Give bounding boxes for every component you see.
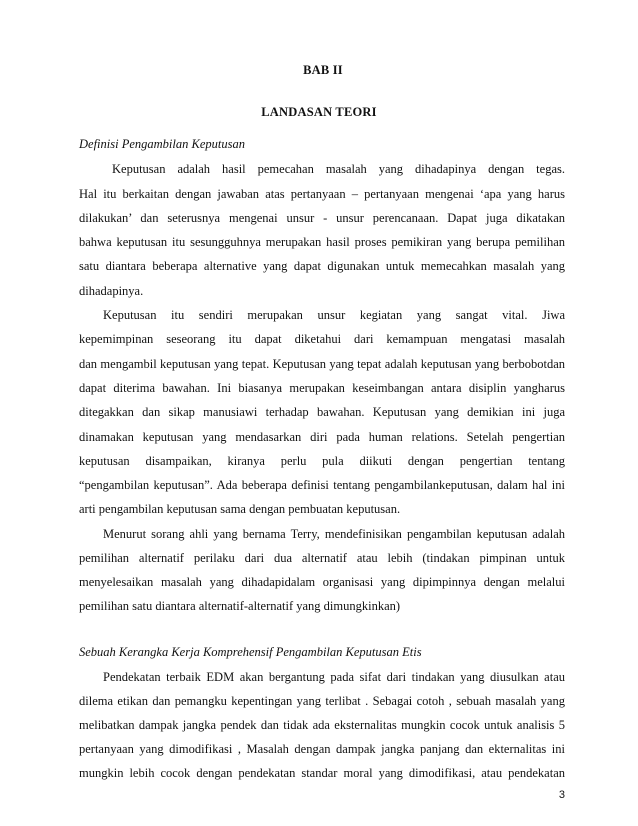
paragraph-line: dilema etikan dan pemangku kepentingan yang terlibat . Sebagai cotoh , sebuah masalah yang bbox=[79, 694, 565, 708]
paragraph-line: dapat diterima bawahan. Ini biasanya merupakan keseimbangan antara disiplin yangharus bbox=[79, 381, 565, 395]
paragraph-line: mungkin lebih cocok dengan pendekatan standar moral yang dimodifikasi, atau pendekatan bbox=[79, 766, 565, 780]
chapter-heading: BAB II bbox=[303, 63, 343, 77]
paragraph-line: Menurut sorang ahli yang bernama Terry, mendefinisikan pengambilan keputusan adalah bbox=[103, 527, 565, 541]
paragraph-line: kepemimpinan seseorang itu dapat diketahui dari kemampuan mengatasi masalah bbox=[79, 332, 565, 346]
paragraph-line: dan mengambil keputusan yang tepat. Keputusan yang tepat adalah keputusan yang berbobotdan bbox=[79, 357, 565, 371]
paragraph-line: “pengambilan keputusan”. Ada beberapa definisi tentang pengambilankeputusan, dalam hal ini bbox=[79, 478, 565, 492]
section-title-definisi: Definisi Pengambilan Keputusan bbox=[79, 137, 245, 151]
paragraph-line: Keputusan adalah hasil pemecahan masalah yang dihadapinya dengan tegas. bbox=[112, 162, 565, 176]
paragraph-line: keputusan disampaikan, kiranya perlu pula diikuti dengan pengertian tentang bbox=[79, 454, 565, 468]
page-number: 3 bbox=[558, 789, 565, 801]
paragraph-line: menyelesaikan masalah yang dihadapidalam organisasi yang dipimpinnya dengan melalui bbox=[79, 575, 565, 589]
paragraph-line: melibatkan dampak jangka pendek dan tidak ada eksternalitas mungkin cocok untuk analisis 5 bbox=[79, 718, 565, 732]
paragraph-line: bahwa keputusan itu sesungguhnya merupakan hasil proses pemikiran yang berupa pemilihan bbox=[79, 235, 565, 249]
paragraph-line: dilakukan’ dan seterusnya mengenai unsur - unsur perencanaan. Dapat juga dikatakan bbox=[79, 211, 565, 225]
paragraph-line: ditegakkan dan sikap manusiawi terhadap bawahan. Keputusan yang demikian ini juga bbox=[79, 405, 565, 419]
paragraph-line: pemilihan alternatif perilaku dari dua alternatif atau lebih (tindakan pimpinan untuk bbox=[79, 551, 565, 565]
paragraph-line: satu diantara beberapa alternative yang dapat digunakan untuk memecahkan masalah yang bbox=[79, 259, 565, 273]
paragraph-line: arti pengambilan keputusan sama dengan pembuatan keputusan. bbox=[79, 502, 401, 516]
section-title-kerangka: Sebuah Kerangka Kerja Komprehensif Pengambilan Keputusan Etis bbox=[79, 645, 422, 659]
paragraph-line: Hal itu berkaitan dengan jawaban atas pertanyaan – pertanyaan mengenai ‘apa yang harus bbox=[79, 187, 565, 201]
paragraph-line: Pendekatan terbaik EDM akan bergantung pada sifat dari tindakan yang diusulkan atau bbox=[103, 670, 565, 684]
paragraph-line: pemilihan satu diantara alternatif-alternatif yang dimungkinkan) bbox=[79, 599, 401, 613]
paragraph-line: pertanyaan yang dimodifikasi , Masalah dengan dampak jangka panjang dan ekternalitas ini bbox=[79, 742, 565, 756]
paragraph-line: dinamakan keputusan yang mendasarkan diri pada human relations. Setelah pengertian bbox=[79, 430, 565, 444]
chapter-title: LANDASAN TEORI bbox=[261, 105, 377, 119]
paragraph-line: Keputusan itu sendiri merupakan unsur kegiatan yang sangat vital. Jiwa bbox=[103, 308, 565, 322]
paragraph-line: dihadapinya. bbox=[79, 284, 144, 298]
